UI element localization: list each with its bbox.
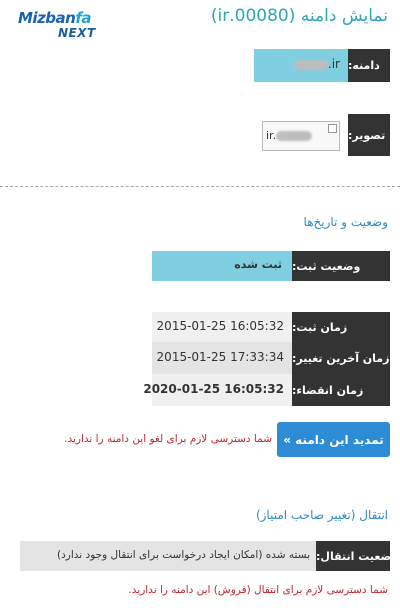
transfer-status-label: وضعیت انتقال: (316, 541, 390, 571)
reg-time-label: زمان ثبت: (292, 312, 390, 342)
reg-time-value-cell (152, 312, 292, 342)
transfer-section-title: انتقال (تغییر صاحب امتیاز) (255, 508, 388, 522)
transfer-status-value-cell (20, 541, 316, 571)
domain-image (262, 121, 340, 151)
image-prefix: ir. (266, 129, 277, 142)
image-label: تصویر: (348, 114, 390, 156)
reg-status-value: ثبت شده (234, 258, 282, 271)
expire-label: زمان انقضاء: (292, 374, 390, 406)
masked-image-text (276, 131, 312, 141)
domain-value-cell (254, 49, 348, 82)
transfer-no-access-message: شما دسترسی لازم برای انتقال (فروش) این دامنه را ندارید. (128, 584, 388, 596)
logo-text: Mizbanfa (18, 9, 91, 27)
last-change-label: زمان آخرین تغییر: (292, 342, 390, 374)
domain-label: دامنه: (348, 49, 390, 82)
last-change-value-cell (152, 342, 292, 374)
masked-domain-name (294, 60, 328, 70)
reg-status-label: وضعیت ثبت: (292, 251, 390, 281)
last-change-value: 2015-01-25 17:33:34 (156, 350, 284, 364)
broken-image-icon (328, 124, 337, 133)
cancel-no-access-message: شما دسترسی لازم برای لغو این دامنه را ندارید. (64, 433, 272, 445)
reg-status-value-cell (152, 251, 292, 281)
transfer-status-value: بسته شده (امکان ایجاد درخواست برای انتقال وجود ندارد) (57, 549, 310, 561)
logo-subtext: NEXT (58, 26, 96, 40)
page-title: نمایش دامنه (00080.ir) (210, 6, 388, 26)
mizbanfa-logo (18, 9, 98, 43)
expire-value-cell (143, 374, 292, 406)
renew-domain-button[interactable]: تمدید این دامنه » (277, 422, 390, 457)
expire-value: 2020-01-25 16:05:32 (143, 382, 284, 396)
section-divider (0, 186, 400, 187)
domain-suffix: .ir (327, 57, 340, 71)
reg-time-value: 2015-01-25 16:05:32 (156, 319, 284, 333)
status-section-title: وضعیت و تاریخ‌ها (303, 215, 388, 229)
